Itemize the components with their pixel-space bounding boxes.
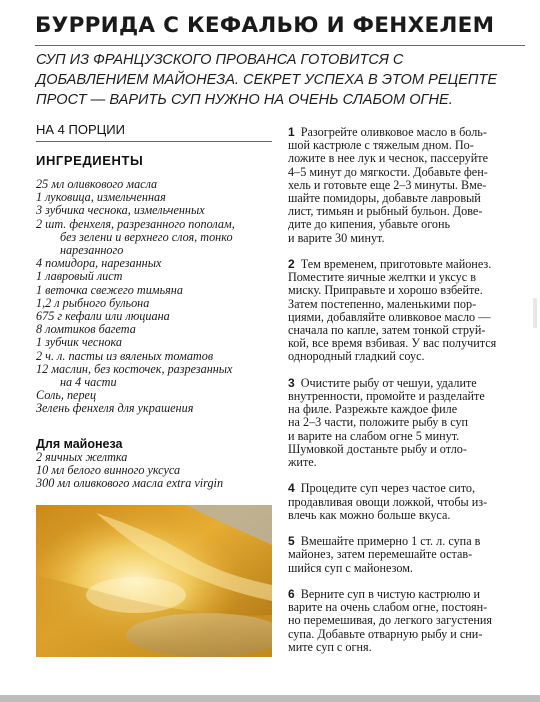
servings-label: НА 4 ПОРЦИИ [36, 122, 125, 137]
step-text: кой, все время взбивая. У вас получится [288, 336, 497, 351]
ingredient-item: 8 ломтиков багета [36, 322, 136, 337]
step-text: и варите 30 минут. [288, 230, 385, 245]
step-text: на 2–3 части, положите рыбу в суп [288, 415, 469, 430]
page-bottom-bar [0, 695, 540, 702]
step-text: Шумовкой достаньте рыбу и отло- [288, 441, 467, 456]
step-5 [288, 535, 528, 575]
step-number: 2 [288, 257, 295, 272]
ingredient-item: 675 г кефали или люциана [36, 309, 170, 324]
step-text: шийся суп с майонезом. [288, 560, 413, 575]
step-6 [288, 588, 528, 654]
step-1 [288, 126, 528, 245]
step-text: шайте помидоры, добавьте лавровый [288, 191, 481, 206]
intro-line: ДОБАВЛЕНИЕМ МАЙОНЕЗА. СЕКРЕТ УСПЕХА В ЭТОМ РЕЦЕПТЕ [36, 72, 498, 88]
step-text: супа. Добавьте отварную рыбу и сни- [288, 626, 483, 641]
step-number: 5 [288, 534, 295, 549]
step-number: 1 [288, 125, 295, 139]
ingredient-item-continued: нарезанного [60, 243, 124, 258]
step-text: влечь как можно больше вкуса. [288, 507, 451, 522]
mayonnaise-item: 300 мл оливкового масла extra virgin [36, 476, 224, 491]
step-text: но перемешивая, до легкого загустения [288, 613, 493, 628]
ingredient-item: 1 зубчик чеснока [36, 335, 122, 350]
intro-line: СУП ИЗ ФРАНЦУЗСКОГО ПРОВАНСА ГОТОВИТСЯ С [36, 52, 404, 68]
ingredient-item: 3 зубчика чеснока, измельченных [36, 203, 205, 218]
step-text: миску. Приправьте и хорошо взбейте. [288, 283, 483, 298]
ingredient-item: 2 ч. л. пасты из вяленых томатов [36, 348, 214, 363]
step-text: однородный гладкий соус. [288, 349, 425, 364]
ingredient-item-continued: без зелени и верхнего слоя, тонко [60, 229, 233, 244]
step-text: ложите в нее лук и чеснок, пассеруйте [288, 151, 488, 166]
step-text: Затем постепенно, маленькими пор- [288, 296, 477, 311]
step-text: сначала по капле, затем тонкой струй- [288, 323, 486, 338]
step-3 [288, 377, 528, 469]
mayonnaise-item: 2 яичных желтка [36, 450, 128, 464]
step-text: продавливая овощи ложкой, чтобы из- [288, 494, 488, 509]
ingredients-heading: ИНГРЕДИЕНТЫ [36, 153, 144, 168]
ingredients-list [36, 178, 281, 416]
ingredient-item: Зелень фенхеля для украшения [36, 401, 194, 416]
ingredient-item: Соль, перец [36, 388, 97, 403]
step-text: Верните суп в чистую кастрюлю и [300, 587, 481, 602]
step-4 [288, 482, 528, 522]
ingredient-item: 1,2 л рыбного бульона [36, 295, 150, 310]
mayonnaise-list [36, 451, 281, 491]
olive-oil-photo [36, 505, 272, 657]
step-text: Вмешайте примерно 1 ст. л. супа в [300, 534, 481, 549]
step-text: циями, добавляйте оливковое масло — [288, 309, 491, 324]
intro-line: ПРОСТ — ВАРИТЬ СУП НУЖНО НА ОЧЕНЬ СЛАБОМ ОГНЕ. [36, 92, 453, 108]
step-text: варите на очень слабом огне, постоян- [288, 600, 488, 615]
ingredient-item: 25 мл оливкового масла [36, 177, 158, 191]
step-text: жите. [288, 455, 317, 470]
step-text: внутренности, промойте и разделайте [288, 389, 485, 404]
servings-divider [36, 141, 272, 142]
ingredient-item: 4 помидора, нарезанных [36, 256, 162, 271]
ingredient-item: 1 веточка свежего тимьяна [36, 282, 183, 297]
ingredient-item: 1 лавровый лист [36, 269, 123, 284]
step-text: хель и готовьте еще 2–3 минуты. Вме- [288, 177, 487, 192]
step-text: дите до кипения, убавьте огонь [288, 217, 451, 232]
step-text: майонез, затем перемешайте остав- [288, 547, 473, 562]
ingredient-item: 12 маслин, без косточек, разрезанных [36, 361, 233, 376]
step-text: Разогрейте оливковое масло в боль- [300, 125, 487, 139]
step-text: и варите на слабом огне 5 минут. [288, 428, 460, 443]
ingredient-item-continued: на 4 части [60, 375, 117, 390]
title-divider [35, 45, 525, 46]
ingredient-item: 2 шт. фенхеля, разрезанного пополам, [36, 216, 235, 231]
ingredient-item: 1 луковица, измельченная [36, 190, 166, 205]
step-number: 3 [288, 375, 295, 390]
step-text: Очистите рыбу от чешуи, удалите [300, 375, 477, 390]
recipe-intro [36, 50, 531, 110]
page-edge-mark [533, 298, 537, 328]
step-text: лист, тимьян и рыбный бульон. Дове- [288, 204, 483, 219]
step-2 [288, 258, 528, 364]
method-steps [288, 126, 528, 667]
step-text: мите суп с огня. [288, 639, 372, 654]
step-text: шой кастрюле с тяжелым дном. По- [288, 138, 474, 153]
recipe-title: БУРРИДА С КЕФАЛЬЮ И ФЕНХЕЛЕМ [35, 13, 495, 38]
step-text: 4–5 минут до мягкости. Добавьте фен- [288, 164, 488, 179]
step-text: на филе. Разрежьте каждое филе [288, 402, 458, 417]
step-text: Процедите суп через частое сито, [300, 481, 476, 496]
step-text: Поместите яичные желтки и уксус в [288, 270, 476, 285]
mayonnaise-item: 10 мл белого винного уксуса [36, 463, 181, 478]
step-number: 4 [288, 481, 295, 496]
mayonnaise-heading: Для майонеза [36, 437, 123, 451]
step-number: 6 [288, 587, 295, 602]
step-text: Тем временем, приготовьте майонез. [300, 257, 492, 272]
